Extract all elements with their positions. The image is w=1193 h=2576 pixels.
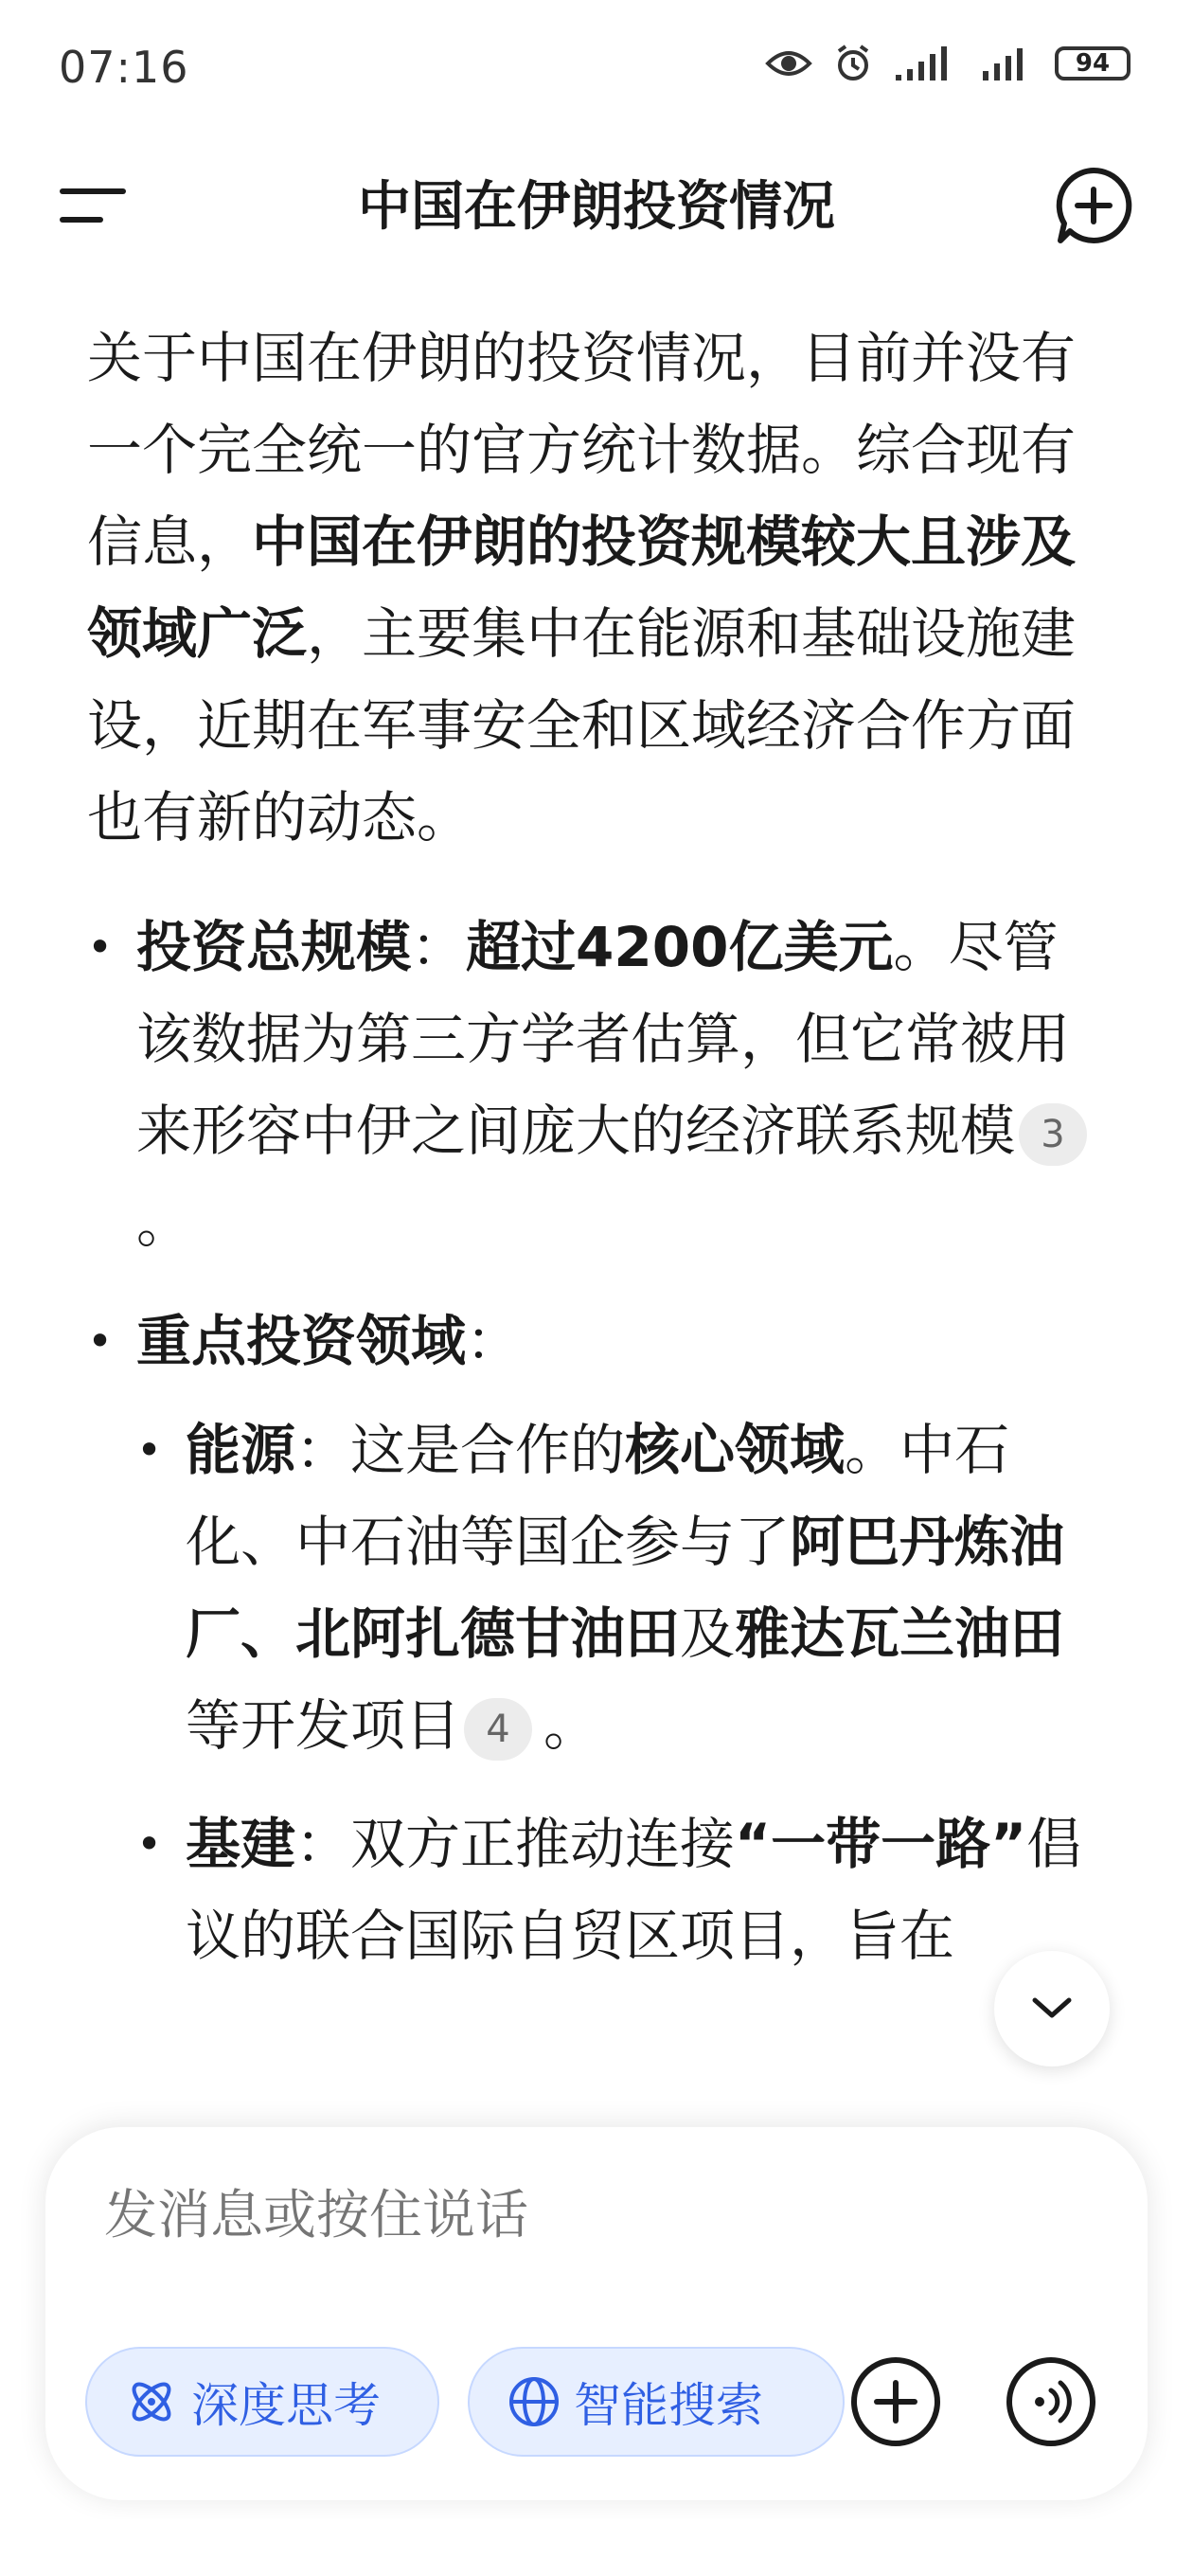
citation-badge[interactable]: 3 bbox=[1019, 1103, 1087, 1166]
bullet-colon: ： bbox=[411, 915, 467, 979]
bullet-text: 。尽管该数据为第三方学者估算，但它常被用来形容中伊之间庞大的经济联系规模 bbox=[136, 915, 1071, 1163]
scroll-down-button[interactable] bbox=[994, 1951, 1110, 2066]
sub-bold: 北阿扎德甘油田 bbox=[295, 1601, 681, 1666]
battery-level: 94 bbox=[1075, 49, 1111, 78]
top-bar bbox=[0, 142, 1193, 265]
page-title: 中国在伊朗投资情况 bbox=[358, 176, 835, 238]
sub-bold: 阿巴丹炼油厂 bbox=[186, 1510, 1065, 1666]
bullet-label: 投资总规模 bbox=[136, 915, 412, 979]
intro-paragraph bbox=[87, 313, 1110, 864]
smart-search-label: 智能搜索 bbox=[574, 2378, 763, 2433]
sub-item-infrastructure bbox=[136, 1798, 1110, 1982]
eye-icon bbox=[765, 46, 812, 80]
sub-label: 能源 bbox=[186, 1418, 296, 1482]
status-bar bbox=[0, 0, 1193, 133]
sub-colon: ： bbox=[295, 1812, 351, 1876]
list-item-total bbox=[87, 902, 1110, 1269]
bullet-value: 超过4200亿美元 bbox=[466, 915, 894, 979]
sub-bold: 雅达瓦兰油田 bbox=[735, 1601, 1065, 1666]
signal-icon bbox=[981, 45, 1034, 82]
signal-icon bbox=[894, 45, 960, 82]
sub-text: 这是合作的 bbox=[350, 1418, 626, 1482]
new-chat-icon[interactable] bbox=[1051, 163, 1136, 248]
message-input[interactable] bbox=[102, 2184, 1053, 2247]
assistant-message bbox=[87, 313, 1110, 2009]
alarm-icon bbox=[833, 44, 873, 83]
globe-icon bbox=[507, 2375, 561, 2428]
intro-text: 关于中国在伊朗的投资情况，目前并没有一个完全统一的官方统计数据。综合现有信息， bbox=[87, 326, 1077, 574]
status-time: 07:16 bbox=[59, 42, 189, 93]
sub-text: 等开发项目 bbox=[186, 1693, 461, 1758]
battery-icon bbox=[1055, 46, 1131, 80]
deep-think-toggle[interactable] bbox=[85, 2347, 439, 2457]
atom-icon bbox=[125, 2375, 178, 2428]
bullet-colon: ： bbox=[466, 1309, 522, 1373]
bullet-end: 。 bbox=[136, 1190, 192, 1255]
sub-text: 双方正推动连接 bbox=[350, 1812, 736, 1876]
add-attachment-icon[interactable] bbox=[841, 2347, 951, 2457]
sub-text: 。中石化、中石油等国企参与了 bbox=[186, 1418, 1010, 1574]
sub-bold: “一带一路” bbox=[735, 1812, 1027, 1876]
message-composer bbox=[45, 2127, 1148, 2500]
chevron-down-icon bbox=[1029, 1995, 1075, 2023]
gesture-area bbox=[0, 2519, 1193, 2576]
intro-bold: 中国在伊朗的投资规模较大且涉及领域广泛 bbox=[87, 510, 1077, 666]
deep-think-label: 深度思考 bbox=[191, 2378, 381, 2433]
intro-text-end: ，主要集中在能源和基础设施建设，近期在军事安全和区域经济合作方面也有新的动态。 bbox=[87, 601, 1077, 850]
sub-label: 基建 bbox=[186, 1812, 296, 1876]
sub-text: 、 bbox=[240, 1601, 296, 1666]
sub-bold: 核心领域 bbox=[625, 1418, 846, 1482]
bullet-label: 重点投资领域 bbox=[136, 1309, 467, 1373]
list-item-fields bbox=[87, 1296, 1110, 1982]
voice-call-icon[interactable] bbox=[996, 2347, 1106, 2457]
citation-badge[interactable]: 4 bbox=[464, 1698, 532, 1761]
bullet-list bbox=[87, 902, 1110, 1982]
sub-list bbox=[136, 1404, 1110, 1982]
sub-end: 。 bbox=[543, 1693, 599, 1758]
sub-item-energy bbox=[136, 1404, 1110, 1772]
sub-colon: ： bbox=[295, 1418, 351, 1482]
status-icons bbox=[765, 44, 1131, 83]
smart-search-toggle[interactable] bbox=[468, 2347, 845, 2457]
sub-text: 及 bbox=[680, 1601, 736, 1666]
sub-text: 倡议的联合国际自贸区项目，旨在 bbox=[186, 1812, 1082, 1968]
